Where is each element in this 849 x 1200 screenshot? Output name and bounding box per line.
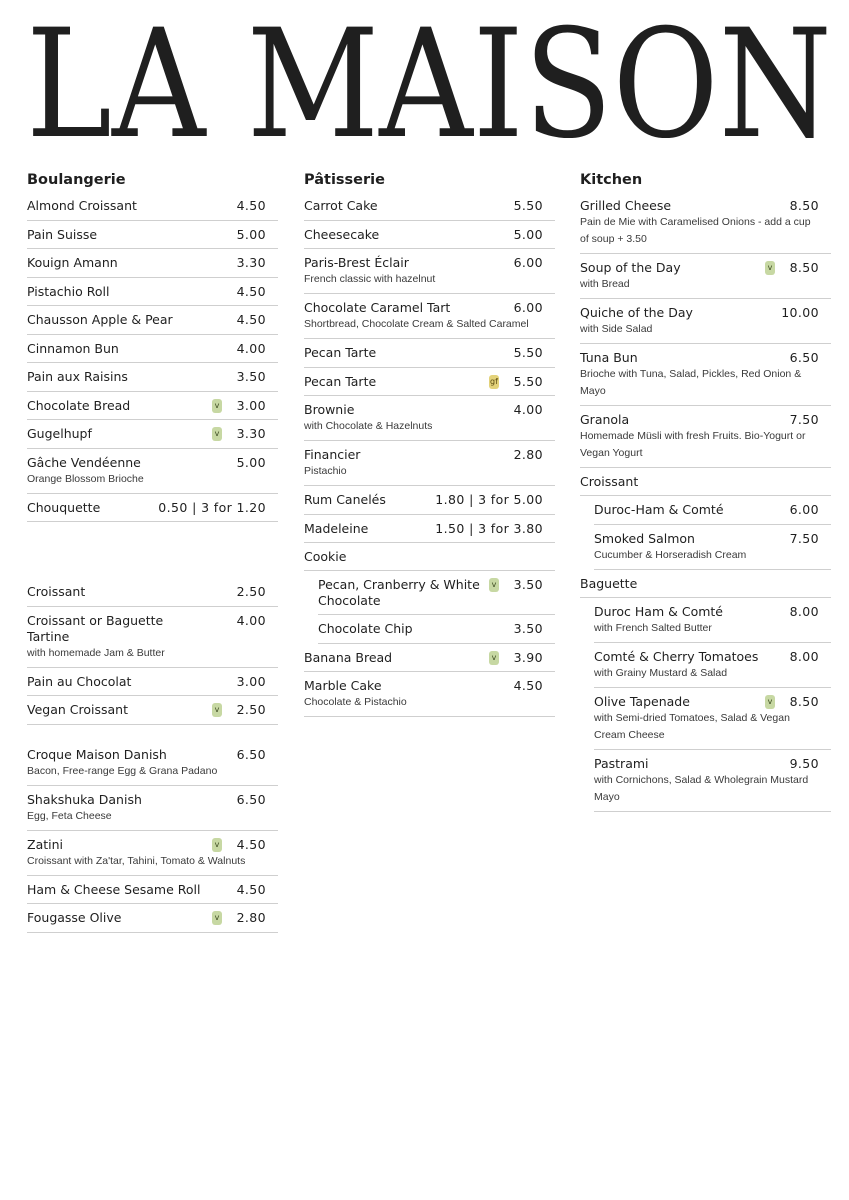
menu-item-name: Almond Croissant [27,198,137,213]
menu-item [27,831,278,876]
menu-item-name: Smoked Salmon [594,530,695,546]
menu-item-name: Chocolate Chip [318,621,413,636]
menu-item-name: Zatini [27,836,63,852]
kitchen-list [580,192,831,468]
menu-item-description: Pain de Mie with Caramelised Onions - add a cup of soup + 3.50 [580,216,811,245]
section-heading: Boulangerie [27,172,126,188]
menu-item-name: Cinnamon Bun [27,340,119,356]
menu-item-name: Banana Bread [304,649,393,665]
menu-item-price: 3.30 [236,426,266,441]
menu-item-price: 5.00 [236,226,266,242]
menu-item [580,344,831,406]
menu-item-name: Granola [580,412,630,427]
menu-item-name: Olive Tapenade [594,693,690,709]
menu-item-name: Chouquette [27,499,101,515]
menu-item-price: 2.50 [236,702,266,717]
subsection-label-text: Croissant [580,474,639,489]
menu-item-name: Soup of the Day [580,260,681,275]
menu-item-description: French classic with hazelnut [304,273,436,285]
menu-item-name: Shakshuka Danish [27,791,142,807]
menu-item [594,750,831,812]
menu-item-name: Comté & Cherry Tomatoes [594,648,759,664]
menu-item-name: Pastrami [594,755,649,771]
menu-item-description: Croissant with Za'tar, Tahini, Tomato & Walnuts [27,854,246,867]
menu-item-price: 5.50 [513,373,543,389]
menu-item-price: 4.50 [513,678,543,693]
menu-item-description: Egg, Feta Cheese [27,809,112,822]
menu-item [304,339,555,368]
vegan-badge-icon: v [765,695,775,709]
menu-item-name: Gugelhupf [27,426,92,441]
menu-item-price: 2.80 [513,447,543,462]
menu-item-name: Paris-Brest Éclair [304,255,409,270]
menu-item-name: Pain aux Raisins [27,369,128,384]
menu-item-price: 3.50 [236,369,266,384]
menu-item-price: 4.50 [236,836,266,852]
menu-item-price: 8.00 [789,648,819,664]
menu-item-name: Kouign Amann [27,255,118,270]
menu-item-price: 6.00 [513,255,543,270]
menu-item [27,494,278,523]
menu-item-name: Pecan Tarte [304,345,377,360]
menu-item-description: Homemade Müsli with fresh Fruits. Bio-Yogurt or Vegan Yogurt [580,430,806,459]
menu-item-price: 6.00 [789,502,819,517]
menu-item-name: Marble Cake [304,678,382,693]
menu-item [594,688,831,750]
menu-item-price: 6.00 [513,300,543,315]
menu-item [27,607,278,668]
menu-item-name: Pecan Tarte [304,373,377,389]
menu-item [27,363,278,392]
menu-item-price: 3.00 [236,397,266,413]
menu-item [27,668,278,697]
menu-item-price: 1.50 | 3 for 3.80 [435,520,543,536]
menu-item-name: Croissant or Baguette Tartine [27,612,164,644]
menu-item-price: 3.50 [513,577,543,592]
menu-item-name: Croque Maison Danish [27,746,167,762]
menu-item-price: 3.50 [513,621,543,636]
menu-item-name: Chausson Apple & Pear [27,312,173,327]
menu-item-name: Fougasse Olive [27,910,122,925]
menu-item [27,578,278,607]
subsection-label [304,543,555,571]
menu-item-description: with Chocolate & Hazelnuts [304,420,433,432]
menu-item-description: Shortbread, Chocolate Cream & Salted Caramel [304,318,529,330]
menu-item [27,420,278,449]
menu-item-name: Rum Canelés [304,492,386,507]
menu-item [27,192,278,221]
page-title-wordmark [26,8,832,138]
menu-item [304,396,555,441]
menu-item-price: 8.50 [789,260,819,275]
vegan-badge-icon: v [212,427,222,441]
menu-item-price: 9.50 [789,755,819,771]
menu-item-name: Chocolate Bread [27,397,131,413]
menu-item [318,615,555,644]
patisserie-list-more [304,644,555,718]
menu-item-price: 0.50 | 3 for 1.20 [158,499,266,515]
menu-item-price: 4.50 [236,198,266,213]
menu-item [580,299,831,344]
menu-item-price: 8.50 [789,693,819,709]
baguette-list [580,598,831,812]
vegan-badge-icon: v [212,399,222,413]
menu-item [304,368,555,397]
menu-item [27,449,278,494]
menu-item [27,876,278,905]
menu-item-name: Carrot Cake [304,198,378,213]
column-boulangerie [27,168,278,933]
menu-item-name: Financier [304,447,361,462]
menu-item [27,278,278,307]
menu-item-price: 1.80 | 3 for 5.00 [435,492,543,507]
menu-item-description: with French Salted Butter [594,621,712,634]
menu-item-price: 6.50 [236,746,266,762]
vegan-badge-icon: v [489,578,499,592]
menu-item-description: Chocolate & Pistachio [304,696,407,708]
menu-item-name: Pain au Chocolat [27,673,132,689]
menu-item [304,221,555,250]
menu-item [304,486,555,515]
menu-item [594,643,831,688]
menu-item [594,598,831,643]
menu-item-price: 7.50 [789,530,819,546]
menu-item-price: 4.50 [236,283,266,299]
menu-item-name: Grilled Cheese [580,198,672,213]
menu-item-description: with Cornichons, Salad & Wholegrain Mustard Mayo [594,773,809,803]
vegan-badge-icon: v [765,261,775,275]
menu-item-name: Madeleine [304,520,369,536]
menu-item-name: Gâche Vendéenne [27,454,141,470]
menu-item-price: 7.50 [789,412,819,427]
menu-item-description: with Semi-dried Tomatoes, Salad & Vegan Cream Cheese [594,711,790,741]
menu-item-name: Brownie [304,402,355,417]
menu-item-price: 4.00 [513,402,543,417]
menu-item-price: 5.00 [513,226,543,242]
menu-item [304,672,555,717]
croissant-sandwich-list [580,496,831,570]
menu-item-price: 4.00 [236,340,266,356]
menu-item-price: 8.50 [789,198,819,213]
menu-item-price: 5.50 [513,198,543,213]
vegan-badge-icon: v [489,651,499,665]
menu-item-name: Pistachio Roll [27,283,110,299]
vegan-badge-icon: v [212,703,222,717]
menu-item-description: Bacon, Free-range Egg & Grana Padano [27,764,218,777]
section-heading: Kitchen [580,172,643,188]
menu-item-name: Duroc-Ham & Comté [594,502,724,517]
subsection-label-text: Cookie [304,549,347,564]
menu-item [580,254,831,299]
menu-item-name: Ham & Cheese Sesame Roll [27,881,201,897]
subsection-label [580,570,831,598]
menu-item [27,249,278,278]
menu-item-description: Orange Blossom Brioche [27,472,144,485]
menu-item [304,644,555,673]
menu-item-price: 10.00 [781,305,819,320]
menu-item [27,335,278,364]
menu-item-name: Duroc Ham & Comté [594,603,723,619]
menu-item-name: Chocolate Caramel Tart [304,300,451,315]
menu-item-description: with Side Salad [580,323,653,335]
menu-item-name: Tuna Bun [580,350,638,365]
menu-item-price: 3.30 [236,255,266,270]
menu-item-price: 3.90 [513,649,543,665]
menu-item-price: 2.80 [236,910,266,925]
column-kitchen [580,168,831,812]
subsection-label-text: Baguette [580,575,638,591]
menu-item-description: Pistachio [304,465,347,477]
vegan-badge-icon: v [212,838,222,852]
menu-item-price: 6.50 [236,791,266,807]
group-spacer [27,522,278,578]
menu-item [318,571,555,615]
menu-item-description: with homemade Jam & Butter [27,646,165,659]
column-patisserie [304,168,555,717]
menu-item-price: 4.50 [236,881,266,897]
menu-item [580,192,831,254]
menu-item [27,696,278,725]
menu-item-price: 4.00 [236,612,266,628]
menu-item [304,515,555,544]
menu-item [27,786,278,831]
menu-item-price: 5.00 [236,454,266,470]
menu-item [27,392,278,421]
menu-item-price: 3.00 [236,673,266,689]
cookie-list [304,571,555,644]
menu-item-price: 5.50 [513,345,543,360]
menu-item-name: Quiche of the Day [580,305,693,320]
menu-item-name: Pain Suisse [27,226,98,242]
savoury-list [27,741,278,933]
menu-item-description: Cucumber & Horseradish Cream [594,548,747,561]
menu-item [304,294,555,339]
subsection-label [580,468,831,496]
menu-item-price: 4.50 [236,312,266,327]
menu-item [27,741,278,786]
section-heading: Pâtisserie [304,172,385,188]
menu-item [594,525,831,570]
menu-item [304,249,555,294]
page-title [26,8,832,148]
group-spacer [27,725,278,741]
menu-item-description: with Grainy Mustard & Salad [594,666,728,679]
menu-item [27,221,278,250]
menu-item-name: Croissant [27,584,86,599]
boulangerie-list [27,192,278,522]
patisserie-list [304,192,555,543]
menu-item-description: Brioche with Tuna, Salad, Pickles, Red Onion & Mayo [580,368,802,397]
menu-item [304,192,555,221]
menu-item [27,904,278,933]
menu-item [27,306,278,335]
menu-item-name: Pecan, Cranberry & White Chocolate [318,577,480,608]
menu-item-price: 6.50 [789,350,819,365]
menu-item [304,441,555,486]
croissant-list [27,578,278,725]
menu-item [594,496,831,525]
menu-item-name: Cheesecake [304,226,380,242]
menu-item-price: 8.00 [789,603,819,619]
menu-item-name: Vegan Croissant [27,702,128,717]
menu-item-description: with Bread [580,278,630,290]
page-title-text: LA MAISON [26,8,832,138]
menu-item [580,406,831,468]
wheat-badge-icon: gf [489,375,499,389]
vegan-badge-icon: v [212,911,222,925]
menu-item-price: 2.50 [236,584,266,599]
